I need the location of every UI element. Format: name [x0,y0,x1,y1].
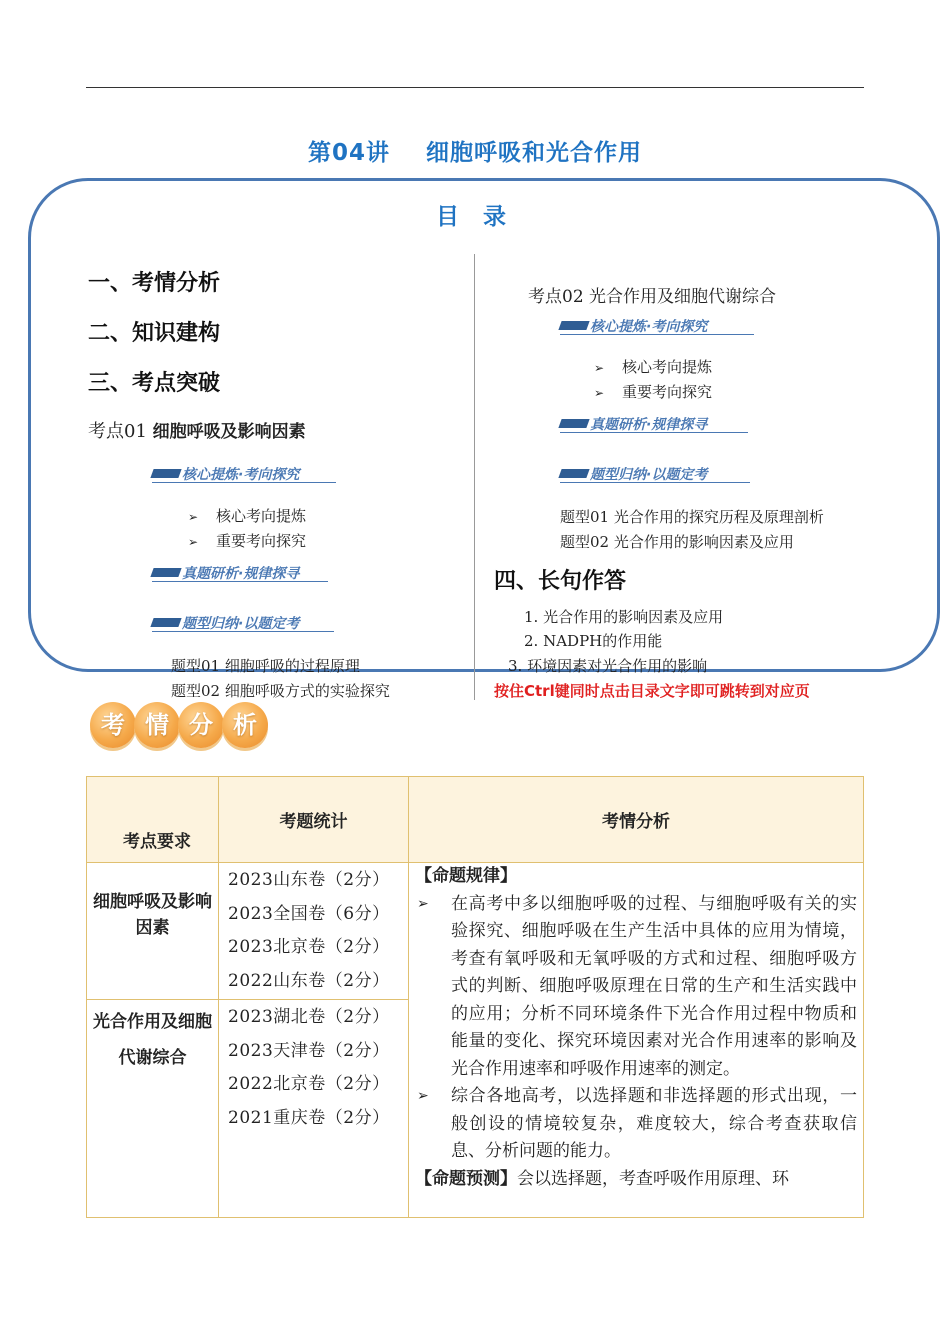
arrow-icon: ➢ [417,1088,429,1104]
badge-char: 分 [178,702,224,748]
point-cell: 光合作用及细胞代谢综合 [87,1000,219,1218]
arrow-icon: ➢ [594,361,605,375]
stat-item: 2023湖北卷（2分） [228,1007,390,1027]
point2-name: 光合作用及细胞代谢综合 [589,287,777,307]
stat-item: 2022山东卷（2分） [228,970,390,991]
point1-name: 细胞呼吸及影响因素 [152,422,306,442]
toc-link-p2-core[interactable] [560,316,754,335]
tag-label: 真题研析·规律探寻 [182,566,300,582]
toc-link-point1[interactable] [88,417,306,443]
tag-bar-icon [558,419,589,428]
tag-bar-icon [150,618,181,627]
toc-link-p1-type1[interactable]: 题型01 细胞呼吸的过程原理 [171,657,360,675]
header-cell-point: 考点要求 [87,777,219,863]
toc-link-section4[interactable]: 四、长句作答 [494,569,627,594]
toc-link-p2-type1[interactable]: 题型01 光合作用的探究历程及原理剖析 [560,508,824,526]
toc-link-p1-item2[interactable]: ➢ 重要考向探究 [188,532,307,550]
toc-link-section2[interactable]: 二、知识建构 [88,321,221,346]
toc-link-section1[interactable]: 一、考情分析 [88,271,221,296]
toc-link-p1-type2[interactable]: 题型02 细胞呼吸方式的实验探究 [171,682,390,700]
tag-bar-icon [558,469,589,478]
arrow-icon: ➢ [188,510,199,524]
prediction-line: 【命题预测】会以选择题，考查呼吸作用原理、环 [415,1168,789,1189]
arrow-icon: ➢ [594,386,605,400]
stat-item: 2023全国卷（6分） [228,903,390,924]
toc-link-long2[interactable]: 2. NADPH的作用能 [524,632,663,650]
stat-item: 2023北京卷（2分） [228,937,390,957]
arrow-icon: ➢ [417,895,429,912]
analysis-cell [409,863,864,1218]
stat-item: 2021重庆卷（2分） [228,1107,390,1128]
tag-bar-icon [558,321,589,330]
toc-link-p1-core[interactable] [152,464,336,483]
tag-label: 题型归纳·以题定考 [590,467,708,483]
toc-link-p2-type[interactable] [560,464,750,483]
toc-link-section3[interactable]: 三、考点突破 [88,371,221,396]
ctrl-click-note: 按住Ctrl键同时点击目录文字即可跳转到对应页 [494,682,810,700]
stats-cell [219,1000,409,1218]
toc-link-long1[interactable]: 1. 光合作用的影响因素及应用 [524,608,724,626]
toc-link-p2-item2[interactable]: ➢ 重要考向探究 [594,383,713,401]
lecture-number: 第04讲 [307,140,390,166]
tag-label: 真题研析·规律探寻 [590,417,708,433]
point1-label: 考点01 [88,421,147,442]
badge-char: 情 [134,702,180,748]
toc-link-p1-type[interactable] [152,613,334,632]
stat-item: 2023天津卷（2分） [228,1040,390,1061]
toc-link-p1-real[interactable] [152,563,328,582]
tag-bar-icon [150,568,181,577]
stats-cell [219,863,409,1000]
header-cell-stats: 考题统计 [219,777,409,863]
toc-link-p1-item1[interactable]: ➢ 核心考向提炼 [188,507,307,525]
tag-label: 核心提炼·考向探究 [590,319,708,335]
point-cell: 细胞呼吸及影响因素 [87,863,219,1000]
toc-link-p2-real[interactable] [560,414,748,433]
tag-label: 核心提炼·考向探究 [182,467,300,483]
analysis-bullet: ➢ 综合各地高考，以选择题和非选择题的形式出现，一般创设的情境较复杂，难度较大，综合考查获取信息、分析问题的能力。 [415,1083,857,1166]
stat-item: 2023山东卷（2分） [228,870,390,890]
lecture-title: 细胞呼吸和光合作用 [426,140,642,166]
exam-analysis-table [86,776,864,1218]
stat-item: 2022北京卷（2分） [228,1074,390,1094]
toc-link-p2-item1[interactable]: ➢ 核心考向提炼 [594,358,713,376]
tag-bar-icon [150,469,181,478]
badge-char: 考 [90,702,136,748]
analysis-bullet: ➢ 在高考中多以细胞呼吸的过程、与细胞呼吸有关的实验探究、细胞呼吸在生产生活中具体的应用为情境，考查有氧呼吸和无氧呼吸的方式和过程、细胞呼吸方式的判断、细胞呼吸原理在日常的生产和生活实践中的应用；分析不同环境条件下光合作用过程中物质和能量的变化、探究环境因素对光合作用速率的影响及光合作用速率和呼吸作用速率的测定。 [415,891,857,1084]
rule-heading: 【命题规律】 [415,866,517,886]
toc-divider [474,254,475,700]
header-rule [86,87,864,88]
tag-label: 题型归纳·以题定考 [182,616,300,632]
toc-link-p2-type2[interactable]: 题型02 光合作用的影响因素及应用 [560,533,794,551]
toc-link-point2[interactable] [528,282,776,307]
page-title [0,134,950,167]
point2-label: 考点02 [528,287,584,307]
toc-link-long3[interactable]: 3. 环境因素对光合作用的影响 [508,657,708,675]
header-cell-analysis: 考情分析 [409,777,864,863]
badge-char: 析 [222,702,268,748]
arrow-icon: ➢ [188,535,199,549]
toc-title: 目 录 [435,204,514,230]
